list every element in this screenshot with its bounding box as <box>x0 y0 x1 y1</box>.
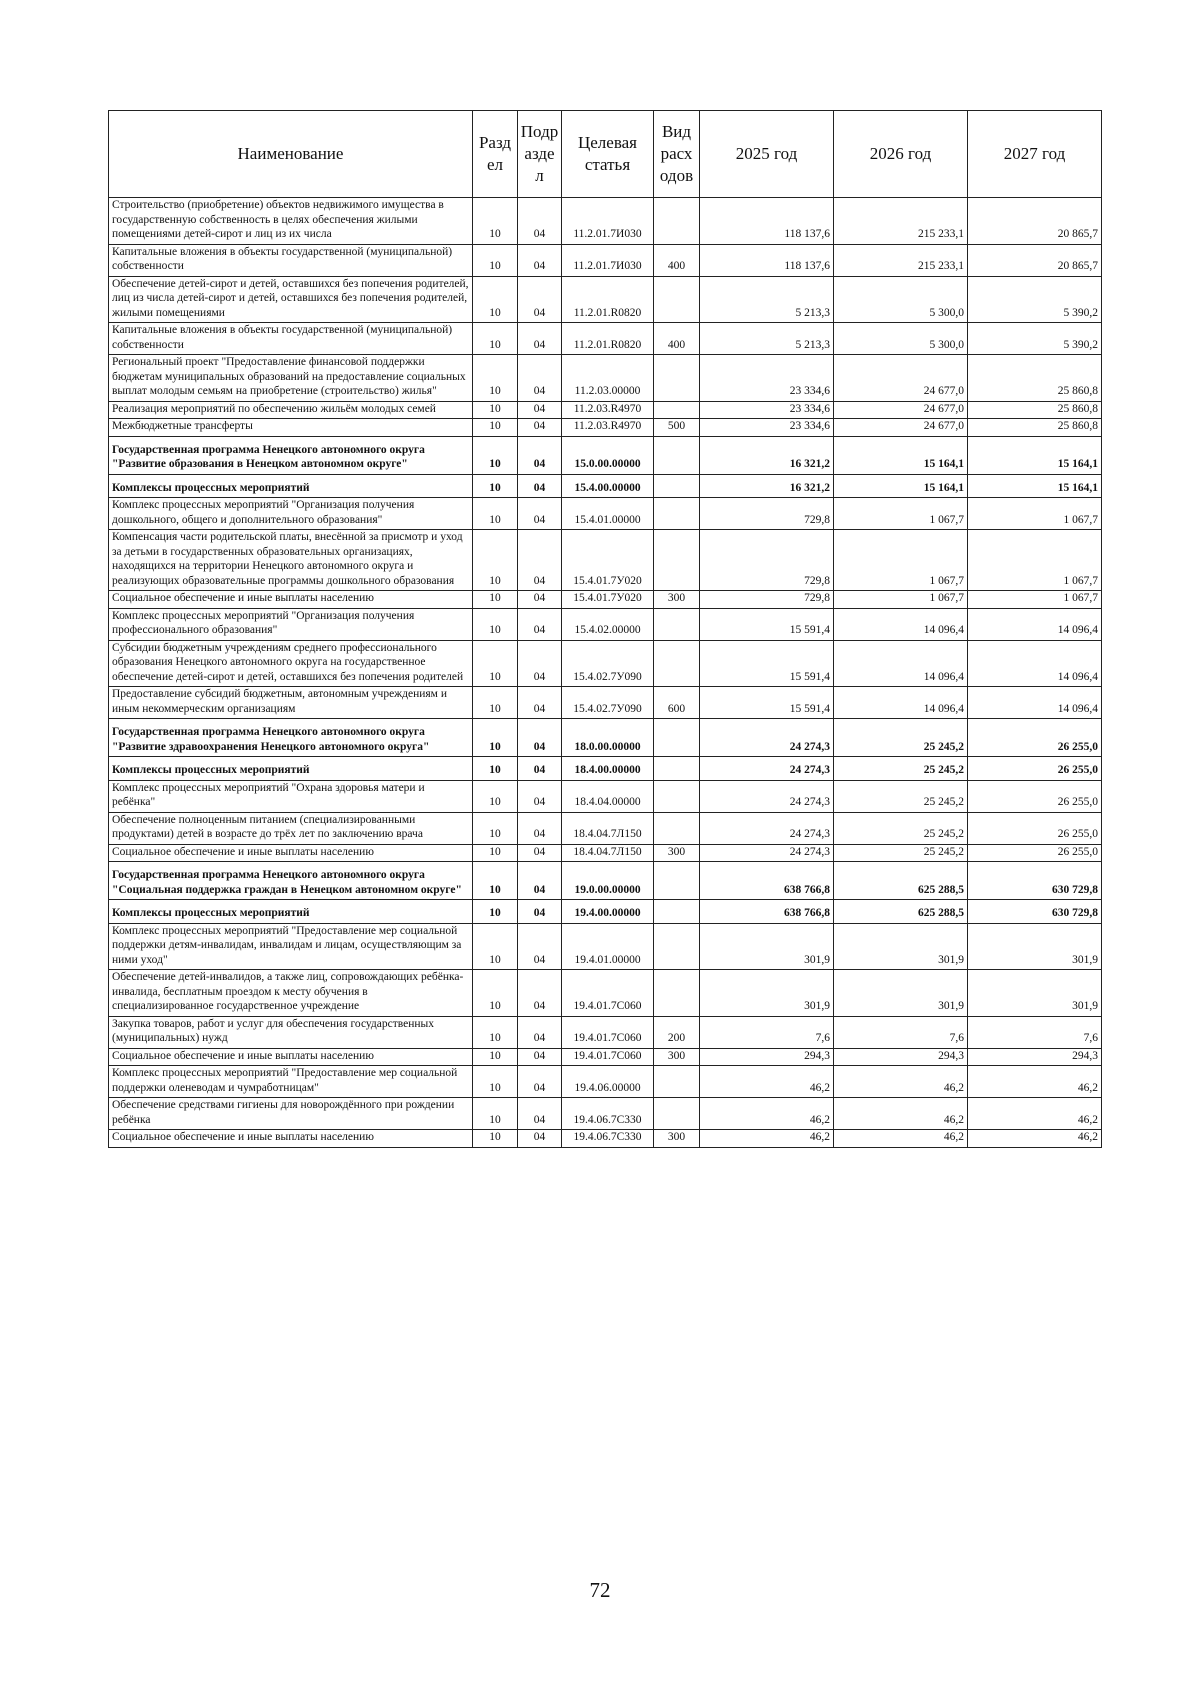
cell-target-article: 19.4.00.00000 <box>562 900 654 924</box>
cell-2027: 1 067,7 <box>968 591 1102 609</box>
cell-name: Компенсация части родительской платы, внесённой за присмотр и уход за детьми в государственных образовательных организациях, находящихся на территории Ненецкого автономного округа и реализующих образовательные программы дошкольного образования <box>109 530 473 591</box>
cell-podrazdel: 04 <box>518 862 562 900</box>
cell-podrazdel: 04 <box>518 719 562 757</box>
cell-2027: 1 067,7 <box>968 498 1102 530</box>
cell-expense-kind <box>654 719 700 757</box>
cell-2025: 294,3 <box>700 1048 834 1066</box>
cell-2026: 5 300,0 <box>834 276 968 323</box>
cell-podrazdel: 04 <box>518 1130 562 1148</box>
cell-podrazdel: 04 <box>518 900 562 924</box>
header-year-2026: 2026 год <box>834 111 968 198</box>
cell-podrazdel: 04 <box>518 687 562 719</box>
cell-podrazdel: 04 <box>518 640 562 687</box>
cell-name: Комплекс процессных мероприятий "Предоставление мер социальной поддержки детям-инвалидам, инвалидам и лицам, осуществляющим за ними уход" <box>109 923 473 970</box>
cell-2027: 1 067,7 <box>968 530 1102 591</box>
cell-name: Межбюджетные трансферты <box>109 419 473 437</box>
cell-target-article: 15.4.02.00000 <box>562 608 654 640</box>
cell-expense-kind <box>654 436 700 474</box>
cell-razdel: 10 <box>473 687 518 719</box>
cell-expense-kind <box>654 900 700 924</box>
cell-podrazdel: 04 <box>518 355 562 402</box>
cell-2025: 15 591,4 <box>700 640 834 687</box>
cell-2026: 215 233,1 <box>834 198 968 245</box>
table-row <box>109 640 1102 687</box>
cell-name: Комплекс процессных мероприятий "Охрана здоровья матери и ребёнка" <box>109 780 473 812</box>
cell-razdel: 10 <box>473 719 518 757</box>
cell-expense-kind <box>654 608 700 640</box>
header-expense-kind: Вид расх одов <box>654 111 700 198</box>
cell-2027: 15 164,1 <box>968 474 1102 498</box>
cell-2025: 23 334,6 <box>700 401 834 419</box>
cell-2027: 15 164,1 <box>968 436 1102 474</box>
table-row <box>109 780 1102 812</box>
cell-target-article: 19.4.06.00000 <box>562 1066 654 1098</box>
header-year-2025: 2025 год <box>700 111 834 198</box>
cell-2026: 25 245,2 <box>834 812 968 844</box>
cell-2025: 46,2 <box>700 1066 834 1098</box>
table-row <box>109 862 1102 900</box>
cell-2026: 5 300,0 <box>834 323 968 355</box>
cell-2025: 729,8 <box>700 498 834 530</box>
table-row <box>109 923 1102 970</box>
cell-2025: 5 213,3 <box>700 276 834 323</box>
cell-razdel: 10 <box>473 608 518 640</box>
cell-2025: 15 591,4 <box>700 608 834 640</box>
cell-name: Обеспечение средствами гигиены для новорождённого при рождении ребёнка <box>109 1098 473 1130</box>
cell-2025: 5 213,3 <box>700 323 834 355</box>
cell-name: Государственная программа Ненецкого автономного округа "Развитие образования в Ненецком автономном округе" <box>109 436 473 474</box>
cell-razdel: 10 <box>473 1130 518 1148</box>
cell-expense-kind <box>654 355 700 402</box>
header-razdel: Разд ел <box>473 111 518 198</box>
cell-podrazdel: 04 <box>518 757 562 781</box>
cell-razdel: 10 <box>473 923 518 970</box>
cell-razdel: 10 <box>473 323 518 355</box>
header-podrazdel: Подр азде л <box>518 111 562 198</box>
cell-razdel: 10 <box>473 276 518 323</box>
cell-razdel: 10 <box>473 757 518 781</box>
header-name: Наименование <box>109 111 473 198</box>
cell-target-article: 11.2.01.R0820 <box>562 276 654 323</box>
cell-target-article: 19.4.01.7С060 <box>562 970 654 1017</box>
cell-name: Комплекс процессных мероприятий "Организация получения дошкольного, общего и дополнительного образования" <box>109 498 473 530</box>
cell-razdel: 10 <box>473 591 518 609</box>
cell-target-article: 11.2.03.00000 <box>562 355 654 402</box>
cell-podrazdel: 04 <box>518 780 562 812</box>
table-row <box>109 198 1102 245</box>
cell-expense-kind <box>654 474 700 498</box>
table-row <box>109 1098 1102 1130</box>
cell-name: Социальное обеспечение и иные выплаты населению <box>109 844 473 862</box>
table-row <box>109 719 1102 757</box>
cell-2027: 301,9 <box>968 970 1102 1017</box>
cell-target-article: 15.4.00.00000 <box>562 474 654 498</box>
cell-2025: 24 274,3 <box>700 719 834 757</box>
cell-expense-kind <box>654 401 700 419</box>
cell-expense-kind <box>654 757 700 781</box>
cell-expense-kind: 200 <box>654 1016 700 1048</box>
cell-2025: 301,9 <box>700 970 834 1017</box>
cell-2026: 25 245,2 <box>834 844 968 862</box>
cell-podrazdel: 04 <box>518 244 562 276</box>
table-row <box>109 323 1102 355</box>
cell-expense-kind: 300 <box>654 1048 700 1066</box>
cell-target-article: 11.2.01.7И030 <box>562 244 654 276</box>
cell-target-article: 11.2.01.7И030 <box>562 198 654 245</box>
cell-expense-kind <box>654 812 700 844</box>
cell-razdel: 10 <box>473 198 518 245</box>
cell-target-article: 19.4.01.7С060 <box>562 1048 654 1066</box>
cell-name: Субсидии бюджетным учреждениям среднего профессионального образования Ненецкого автономного округа на государственное обеспечение детей-сирот и детей, оставшихся без попечения родителей <box>109 640 473 687</box>
cell-target-article: 18.4.04.7Л150 <box>562 844 654 862</box>
cell-2027: 301,9 <box>968 923 1102 970</box>
cell-name: Закупка товаров, работ и услуг для обеспечения государственных (муниципальных) нужд <box>109 1016 473 1048</box>
cell-expense-kind: 600 <box>654 687 700 719</box>
cell-2027: 20 865,7 <box>968 198 1102 245</box>
cell-podrazdel: 04 <box>518 923 562 970</box>
cell-2027: 46,2 <box>968 1066 1102 1098</box>
cell-name: Государственная программа Ненецкого автономного округа "Социальная поддержка граждан в Ненецком автономном округе" <box>109 862 473 900</box>
cell-2026: 1 067,7 <box>834 591 968 609</box>
cell-2025: 118 137,6 <box>700 198 834 245</box>
cell-2026: 46,2 <box>834 1098 968 1130</box>
cell-name: Социальное обеспечение и иные выплаты населению <box>109 1130 473 1148</box>
cell-2025: 24 274,3 <box>700 812 834 844</box>
cell-target-article: 18.0.00.00000 <box>562 719 654 757</box>
cell-2026: 1 067,7 <box>834 530 968 591</box>
cell-2027: 25 860,8 <box>968 419 1102 437</box>
cell-expense-kind <box>654 1066 700 1098</box>
cell-target-article: 15.4.01.7У020 <box>562 530 654 591</box>
cell-target-article: 15.0.00.00000 <box>562 436 654 474</box>
cell-target-article: 15.4.01.7У020 <box>562 591 654 609</box>
cell-razdel: 10 <box>473 862 518 900</box>
cell-name: Комплекс процессных мероприятий "Организация получения профессионального образования" <box>109 608 473 640</box>
cell-2027: 26 255,0 <box>968 719 1102 757</box>
cell-2027: 14 096,4 <box>968 687 1102 719</box>
table-row <box>109 1130 1102 1148</box>
cell-2025: 46,2 <box>700 1130 834 1148</box>
table-row <box>109 900 1102 924</box>
cell-2025: 638 766,8 <box>700 900 834 924</box>
header-year-2027: 2027 год <box>968 111 1102 198</box>
table-row <box>109 276 1102 323</box>
cell-razdel: 10 <box>473 1066 518 1098</box>
cell-name: Обеспечение полноценным питанием (специализированными продуктами) детей в возрасте до трёх лет по заключению врача <box>109 812 473 844</box>
cell-2026: 1 067,7 <box>834 498 968 530</box>
cell-expense-kind: 500 <box>654 419 700 437</box>
cell-target-article: 11.2.03.R4970 <box>562 419 654 437</box>
cell-2025: 46,2 <box>700 1098 834 1130</box>
cell-2025: 301,9 <box>700 923 834 970</box>
cell-razdel: 10 <box>473 900 518 924</box>
cell-podrazdel: 04 <box>518 970 562 1017</box>
cell-name: Строительство (приобретение) объектов недвижимого имущества в государственную собственность в целях обеспечения жилыми помещениями детей-сирот и лиц из их числа <box>109 198 473 245</box>
cell-2025: 23 334,6 <box>700 355 834 402</box>
cell-2025: 7,6 <box>700 1016 834 1048</box>
cell-name: Реализация мероприятий по обеспечению жильём молодых семей <box>109 401 473 419</box>
cell-2027: 630 729,8 <box>968 862 1102 900</box>
cell-expense-kind <box>654 276 700 323</box>
table-row <box>109 1016 1102 1048</box>
cell-2027: 46,2 <box>968 1098 1102 1130</box>
cell-target-article: 18.4.04.7Л150 <box>562 812 654 844</box>
cell-2027: 630 729,8 <box>968 900 1102 924</box>
cell-target-article: 15.4.01.00000 <box>562 498 654 530</box>
cell-podrazdel: 04 <box>518 812 562 844</box>
cell-2027: 26 255,0 <box>968 757 1102 781</box>
cell-2026: 301,9 <box>834 923 968 970</box>
table-row <box>109 687 1102 719</box>
cell-2026: 46,2 <box>834 1130 968 1148</box>
cell-name: Капитальные вложения в объекты государственной (муниципальной) собственности <box>109 244 473 276</box>
table-row <box>109 498 1102 530</box>
cell-podrazdel: 04 <box>518 530 562 591</box>
cell-expense-kind <box>654 530 700 591</box>
cell-name: Комплексы процессных мероприятий <box>109 474 473 498</box>
cell-2026: 25 245,2 <box>834 757 968 781</box>
cell-razdel: 10 <box>473 419 518 437</box>
table-row <box>109 757 1102 781</box>
cell-2026: 7,6 <box>834 1016 968 1048</box>
cell-expense-kind: 300 <box>654 591 700 609</box>
document-page <box>108 110 1101 1148</box>
cell-2026: 25 245,2 <box>834 719 968 757</box>
cell-razdel: 10 <box>473 530 518 591</box>
cell-razdel: 10 <box>473 1098 518 1130</box>
table-row <box>109 608 1102 640</box>
cell-2027: 25 860,8 <box>968 401 1102 419</box>
cell-podrazdel: 04 <box>518 436 562 474</box>
table-row <box>109 530 1102 591</box>
cell-razdel: 10 <box>473 401 518 419</box>
cell-2027: 25 860,8 <box>968 355 1102 402</box>
cell-podrazdel: 04 <box>518 1048 562 1066</box>
cell-name: Государственная программа Ненецкого автономного округа "Развитие здравоохранения Ненецкого автономного округа" <box>109 719 473 757</box>
cell-target-article: 15.4.02.7У090 <box>562 687 654 719</box>
cell-expense-kind: 400 <box>654 244 700 276</box>
table-row <box>109 1066 1102 1098</box>
cell-razdel: 10 <box>473 1048 518 1066</box>
cell-razdel: 10 <box>473 844 518 862</box>
cell-razdel: 10 <box>473 244 518 276</box>
cell-name: Комплексы процессных мероприятий <box>109 757 473 781</box>
table-header-row <box>109 111 1102 198</box>
cell-target-article: 19.4.06.7С330 <box>562 1098 654 1130</box>
cell-expense-kind <box>654 198 700 245</box>
cell-2026: 14 096,4 <box>834 687 968 719</box>
cell-razdel: 10 <box>473 498 518 530</box>
cell-expense-kind <box>654 780 700 812</box>
cell-name: Капитальные вложения в объекты государственной (муниципальной) собственности <box>109 323 473 355</box>
cell-podrazdel: 04 <box>518 498 562 530</box>
cell-2026: 24 677,0 <box>834 401 968 419</box>
cell-2026: 14 096,4 <box>834 608 968 640</box>
cell-2025: 24 274,3 <box>700 780 834 812</box>
cell-2027: 26 255,0 <box>968 844 1102 862</box>
cell-name: Комплексы процессных мероприятий <box>109 900 473 924</box>
cell-2025: 729,8 <box>700 530 834 591</box>
cell-2025: 16 321,2 <box>700 436 834 474</box>
cell-2027: 14 096,4 <box>968 608 1102 640</box>
cell-2025: 24 274,3 <box>700 757 834 781</box>
table-row <box>109 844 1102 862</box>
cell-name: Социальное обеспечение и иные выплаты населению <box>109 1048 473 1066</box>
table-row <box>109 419 1102 437</box>
table-row <box>109 436 1102 474</box>
cell-target-article: 19.4.01.7С060 <box>562 1016 654 1048</box>
cell-target-article: 19.4.06.7С330 <box>562 1130 654 1148</box>
cell-2027: 5 390,2 <box>968 276 1102 323</box>
cell-2026: 24 677,0 <box>834 355 968 402</box>
table-row <box>109 401 1102 419</box>
cell-2025: 16 321,2 <box>700 474 834 498</box>
table-row <box>109 591 1102 609</box>
cell-target-article: 18.4.04.00000 <box>562 780 654 812</box>
table-row <box>109 812 1102 844</box>
cell-razdel: 10 <box>473 640 518 687</box>
cell-2026: 625 288,5 <box>834 900 968 924</box>
cell-podrazdel: 04 <box>518 1016 562 1048</box>
cell-razdel: 10 <box>473 812 518 844</box>
cell-2026: 24 677,0 <box>834 419 968 437</box>
cell-2026: 625 288,5 <box>834 862 968 900</box>
table-body <box>109 198 1102 1148</box>
cell-target-article: 19.4.01.00000 <box>562 923 654 970</box>
cell-podrazdel: 04 <box>518 591 562 609</box>
cell-expense-kind: 300 <box>654 844 700 862</box>
cell-2026: 25 245,2 <box>834 780 968 812</box>
cell-expense-kind <box>654 498 700 530</box>
cell-2027: 14 096,4 <box>968 640 1102 687</box>
cell-razdel: 10 <box>473 970 518 1017</box>
cell-2026: 301,9 <box>834 970 968 1017</box>
cell-podrazdel: 04 <box>518 1066 562 1098</box>
cell-2026: 14 096,4 <box>834 640 968 687</box>
cell-expense-kind <box>654 1098 700 1130</box>
cell-target-article: 19.0.00.00000 <box>562 862 654 900</box>
cell-target-article: 15.4.02.7У090 <box>562 640 654 687</box>
cell-podrazdel: 04 <box>518 276 562 323</box>
cell-name: Обеспечение детей-сирот и детей, оставшихся без попечения родителей, лиц из числа детей-сирот и детей, оставшихся без попечения родителей, жилыми помещениями <box>109 276 473 323</box>
cell-2025: 118 137,6 <box>700 244 834 276</box>
cell-2025: 15 591,4 <box>700 687 834 719</box>
table-row <box>109 474 1102 498</box>
cell-podrazdel: 04 <box>518 323 562 355</box>
cell-2026: 15 164,1 <box>834 474 968 498</box>
table-row <box>109 970 1102 1017</box>
cell-name: Обеспечение детей-инвалидов, а также лиц, сопровождающих ребёнка-инвалида, бесплатным проездом к месту обучения в специализированное государственное учреждение <box>109 970 473 1017</box>
table-row <box>109 1048 1102 1066</box>
cell-razdel: 10 <box>473 436 518 474</box>
cell-razdel: 10 <box>473 780 518 812</box>
cell-2027: 20 865,7 <box>968 244 1102 276</box>
cell-target-article: 11.2.03.R4970 <box>562 401 654 419</box>
cell-name: Региональный проект "Предоставление финансовой поддержки бюджетам муниципальных образований на предоставление социальных выплат молодым семьям на приобретение (строительство) жилья" <box>109 355 473 402</box>
budget-table <box>108 110 1102 1148</box>
cell-2025: 23 334,6 <box>700 419 834 437</box>
cell-expense-kind: 300 <box>654 1130 700 1148</box>
cell-2027: 46,2 <box>968 1130 1102 1148</box>
cell-podrazdel: 04 <box>518 198 562 245</box>
cell-target-article: 18.4.00.00000 <box>562 757 654 781</box>
cell-podrazdel: 04 <box>518 419 562 437</box>
cell-name: Социальное обеспечение и иные выплаты населению <box>109 591 473 609</box>
cell-podrazdel: 04 <box>518 1098 562 1130</box>
cell-name: Комплекс процессных мероприятий "Предоставление мер социальной поддержки оленеводам и чумработницам" <box>109 1066 473 1098</box>
cell-name: Предоставление субсидий бюджетным, автономным учреждениям и иным некоммерческим организациям <box>109 687 473 719</box>
cell-2026: 294,3 <box>834 1048 968 1066</box>
cell-2027: 26 255,0 <box>968 780 1102 812</box>
table-row <box>109 355 1102 402</box>
cell-2026: 215 233,1 <box>834 244 968 276</box>
cell-razdel: 10 <box>473 1016 518 1048</box>
cell-2027: 294,3 <box>968 1048 1102 1066</box>
cell-2027: 26 255,0 <box>968 812 1102 844</box>
cell-2027: 5 390,2 <box>968 323 1102 355</box>
cell-2025: 24 274,3 <box>700 844 834 862</box>
cell-podrazdel: 04 <box>518 401 562 419</box>
cell-2026: 46,2 <box>834 1066 968 1098</box>
cell-expense-kind <box>654 923 700 970</box>
cell-expense-kind <box>654 862 700 900</box>
page-number: 72 <box>589 1578 611 1602</box>
cell-2026: 15 164,1 <box>834 436 968 474</box>
cell-podrazdel: 04 <box>518 608 562 640</box>
table-row <box>109 244 1102 276</box>
cell-2027: 7,6 <box>968 1016 1102 1048</box>
cell-podrazdel: 04 <box>518 844 562 862</box>
cell-expense-kind: 400 <box>654 323 700 355</box>
cell-razdel: 10 <box>473 355 518 402</box>
cell-target-article: 11.2.01.R0820 <box>562 323 654 355</box>
cell-expense-kind <box>654 970 700 1017</box>
cell-2025: 638 766,8 <box>700 862 834 900</box>
cell-expense-kind <box>654 640 700 687</box>
header-target-article: Целевая статья <box>562 111 654 198</box>
cell-2025: 729,8 <box>700 591 834 609</box>
cell-razdel: 10 <box>473 474 518 498</box>
cell-podrazdel: 04 <box>518 474 562 498</box>
